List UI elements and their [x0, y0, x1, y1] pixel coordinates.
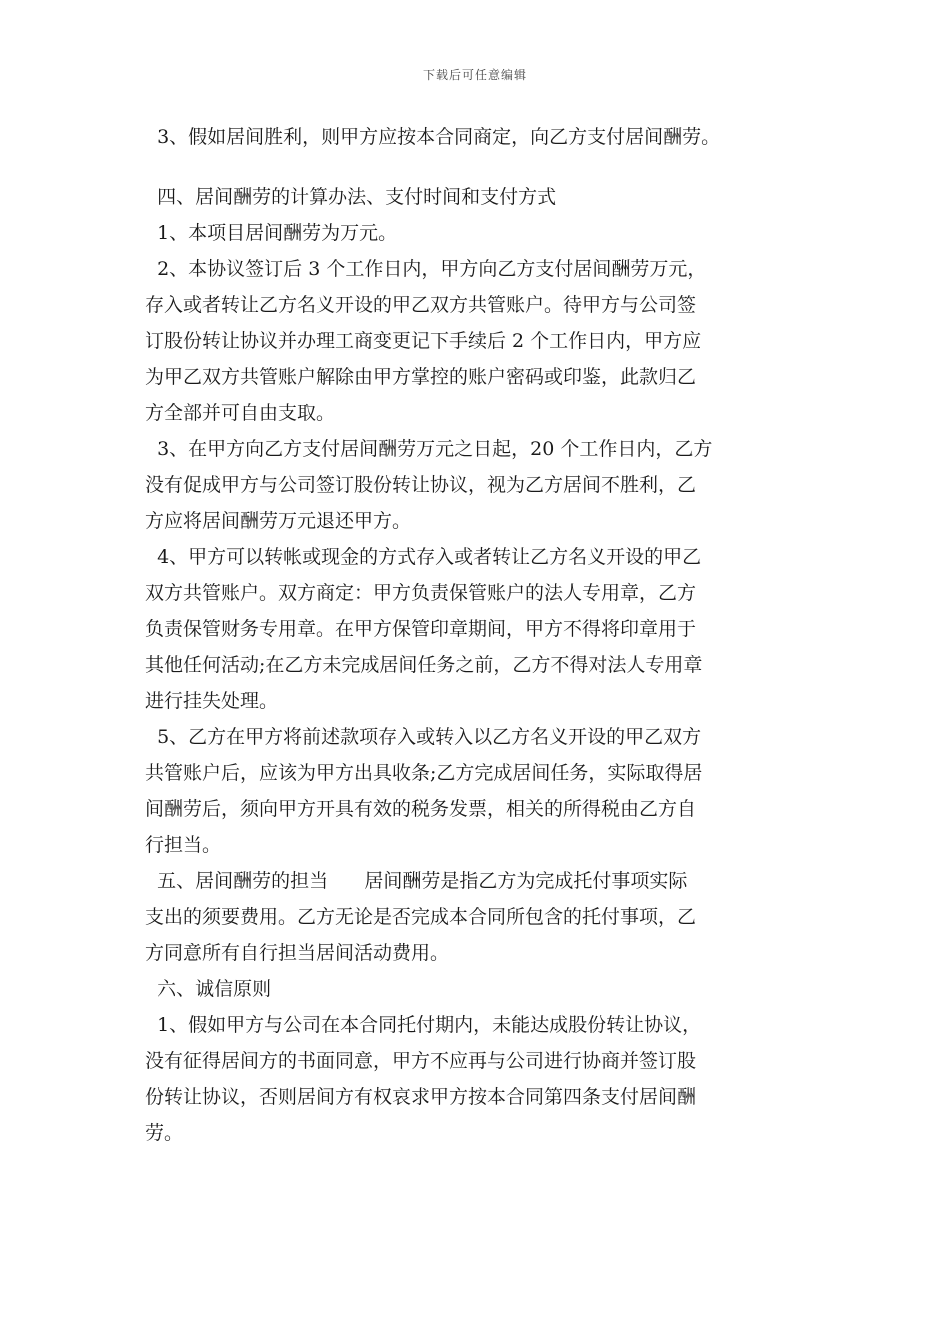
section-heading-6: 六、诚信原则 [145, 978, 272, 1000]
text-line: 1、假如甲方与公司在本合同托付期内，未能达成股份转让协议， [145, 1014, 702, 1036]
text-line: 劳。 [145, 1122, 184, 1144]
text-line: 2、本协议签订后 3 个工作日内，甲方向乙方支付居间酬劳万元， [145, 258, 707, 280]
text-line: 没有征得居间方的书面同意，甲方不应再与公司进行协商并签订股 [145, 1050, 697, 1072]
section-heading-5: 五、居间酬劳的担当 居间酬劳是指乙方为完成托付事项实际 [145, 870, 688, 892]
text-line: 双方共管账户。双方商定：甲方负责保管账户的法人专用章，乙方 [145, 582, 697, 604]
document-body [145, 119, 813, 1151]
text-line: 为甲乙双方共管账户解除由甲方掌控的账户密码或印鉴，此款归乙 [145, 366, 697, 388]
text-line: 进行挂失处理。 [145, 690, 279, 712]
text-line: 订股份转让协议并办理工商变更记下手续后 2 个工作日内，甲方应 [145, 330, 702, 352]
text-line: 间酬劳后，须向甲方开具有效的税务发票，相关的所得税由乙方自 [145, 798, 697, 820]
text-line: 1、本项目居间酬劳为万元。 [145, 222, 398, 244]
page-header: 下载后可任意编辑 [422, 68, 527, 82]
text-line: 4、甲方可以转帐或现金的方式存入或者转让乙方名义开设的甲乙 [145, 546, 702, 568]
text-line: 没有促成甲方与公司签订股份转让协议，视为乙方居间不胜利，乙 [145, 474, 697, 496]
text-line: 负责保管财务专用章。在甲方保管印章期间，甲方不得将印章用于 [145, 618, 697, 640]
text-line: 其他任何活动;在乙方未完成居间任务之前，乙方不得对法人专用章 [145, 654, 703, 676]
text-line: 共管账户后，应该为甲方出具收条;乙方完成居间任务，实际取得居 [145, 762, 703, 784]
text-line: 5、乙方在甲方将前述款项存入或转入以乙方名义开设的甲乙双方 [145, 726, 702, 748]
text-line: 份转让协议，否则居间方有权哀求甲方按本合同第四条支付居间酬 [145, 1086, 697, 1108]
text-line: 3、在甲方向乙方支付居间酬劳万元之日起，20 个工作日内，乙方 [145, 438, 713, 460]
paragraph-gap [145, 155, 813, 179]
text-line: 支出的须要费用。乙方无论是否完成本合同所包含的托付事项，乙 [145, 906, 697, 928]
text-line: 行担当。 [145, 834, 222, 856]
text-line: 方应将居间酬劳万元退还甲方。 [145, 510, 412, 532]
text-line: 方同意所有自行担当居间活动费用。 [145, 942, 450, 964]
section-heading-4: 四、居间酬劳的计算办法、支付时间和支付方式 [145, 186, 557, 208]
text-line: 存入或者转让乙方名义开设的甲乙双方共管账户。待甲方与公司签 [145, 294, 697, 316]
text-line: 3、假如居间胜利，则甲方应按本合同商定，向乙方支付居间酬劳。 [145, 126, 721, 148]
text-line: 方全部并可自由支取。 [145, 402, 336, 424]
